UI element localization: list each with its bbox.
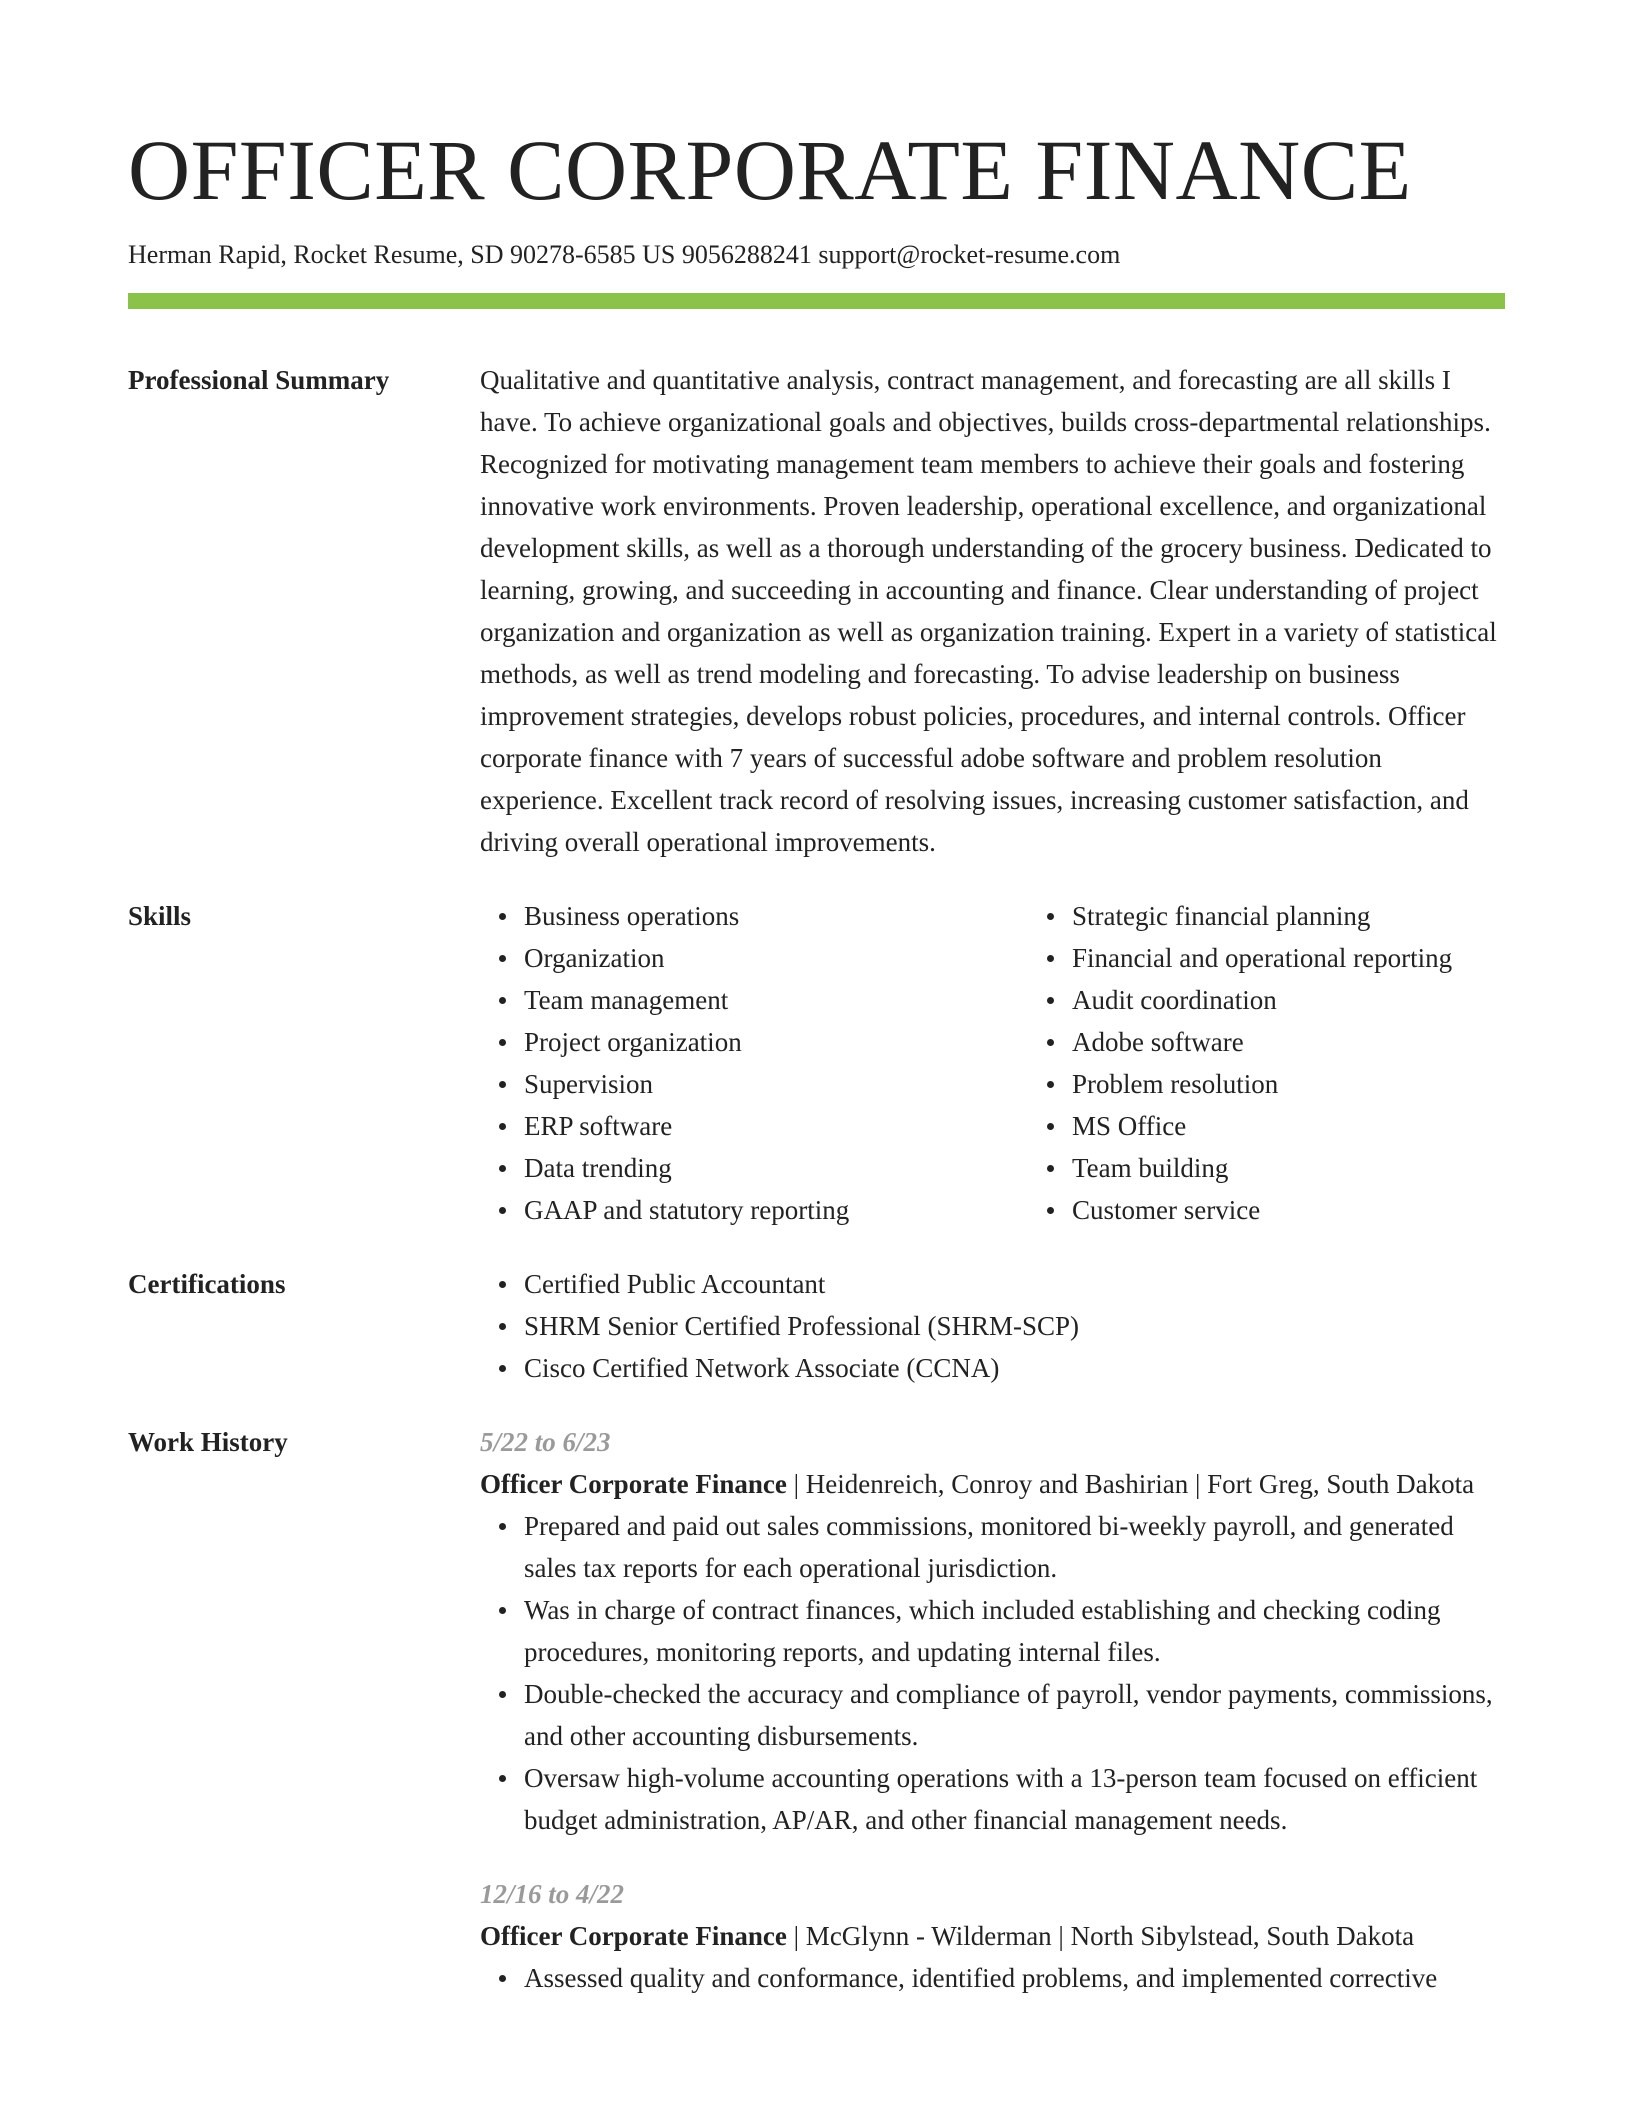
job-heading [480,1915,1505,1957]
list-item: Prepared and paid out sales commissions, monitored bi-weekly payroll, and generated sales tax reports for each operational jurisdiction. [524,1505,1505,1589]
job-heading [480,1463,1505,1505]
list-item: GAAP and statutory reporting [524,1189,1028,1231]
list-item: Data trending [524,1147,1028,1189]
certifications-section [128,1263,1505,1389]
list-item: Team building [1072,1147,1576,1189]
section-label: Professional Summary [128,365,390,395]
certifications-list [480,1263,1505,1389]
summary-section [128,359,1505,863]
list-item: Audit coordination [1072,979,1576,1021]
certifications-body [480,1263,1505,1389]
list-item: Team management [524,979,1028,1021]
list-item: Oversaw high-volume accounting operations with a 13-person team focused on efficient budget administration, AP/AR, and other financial management needs. [524,1757,1505,1841]
list-item: Financial and operational reporting [1072,937,1576,979]
job-entry [480,1873,1505,1999]
list-item: Adobe software [1072,1021,1576,1063]
list-item: SHRM Senior Certified Professional (SHRM-SCP) [524,1305,1505,1347]
list-item: Project organization [524,1021,1028,1063]
job-bullets [480,1505,1505,1841]
list-item: Cisco Certified Network Associate (CCNA) [524,1347,1505,1389]
skills-list-left [480,895,1028,1231]
skills-list-right [1028,895,1576,1231]
job-dates: 5/22 to 6/23 [480,1427,611,1457]
section-label: Certifications [128,1269,286,1299]
list-item: MS Office [1072,1105,1576,1147]
list-item: Was in charge of contract finances, which included establishing and checking coding procedures, monitoring reports, and updating internal files. [524,1589,1505,1673]
contact-line: Herman Rapid, Rocket Resume, SD 90278-6585 US 9056288241 support@rocket-resume.com [128,240,1121,269]
job-details: | McGlynn - Wilderman | North Sibylstead, South Dakota [786,1921,1415,1951]
list-item: Problem resolution [1072,1063,1576,1105]
skills-columns [480,895,1576,1231]
work-history-body [480,1421,1505,1999]
job-bullets [480,1957,1505,1999]
resume-page [128,0,1505,1999]
list-item: Customer service [1072,1189,1576,1231]
header-divider [128,293,1505,309]
section-label: Work History [128,1427,288,1457]
job-title: Officer Corporate Finance [480,1469,787,1499]
skills-section [128,895,1505,1231]
list-item: Supervision [524,1063,1028,1105]
list-item: Double-checked the accuracy and compliance of payroll, vendor payments, commissions, and other accounting disbursements. [524,1673,1505,1757]
list-item: Certified Public Accountant [524,1263,1505,1305]
list-item: ERP software [524,1105,1028,1147]
resume-title: OFFICER CORPORATE FINANCE [128,122,1412,218]
job-title: Officer Corporate Finance [480,1921,787,1951]
list-item: Organization [524,937,1028,979]
job-entry [480,1421,1505,1841]
job-details: | Heidenreich, Conroy and Bashirian | Fort Greg, South Dakota [786,1469,1475,1499]
job-dates: 12/16 to 4/22 [480,1879,625,1909]
list-item: Assessed quality and conformance, identified problems, and implemented corrective [524,1957,1505,1999]
work-history-section [128,1421,1505,1999]
list-item: Business operations [524,895,1028,937]
summary-text: Qualitative and quantitative analysis, contract management, and forecasting are all skills I have. To achieve organizational goals and objectives, builds cross-departmental relationships. Recognized for motivating management team members to achieve their goals and fostering innovative work environments. Proven leadership, operational excellence, and organizational development skills, as well as a thorough understanding of the grocery business. Dedicated to learning, growing, and succeeding in accounting and finance. Clear understanding of project organization and organization as well as organization training. Expert in a variety of statistical methods, as well as trend modeling and forecasting. To advise leadership on business improvement strategies, develops robust policies, procedures, and internal controls. Officer corporate finance with 7 years of successful adobe software and problem resolution experience. Excellent track record of resolving issues, increasing customer satisfaction, and driving overall operational improvements. [480,365,1497,857]
section-label: Skills [128,901,192,931]
list-item: Strategic financial planning [1072,895,1576,937]
